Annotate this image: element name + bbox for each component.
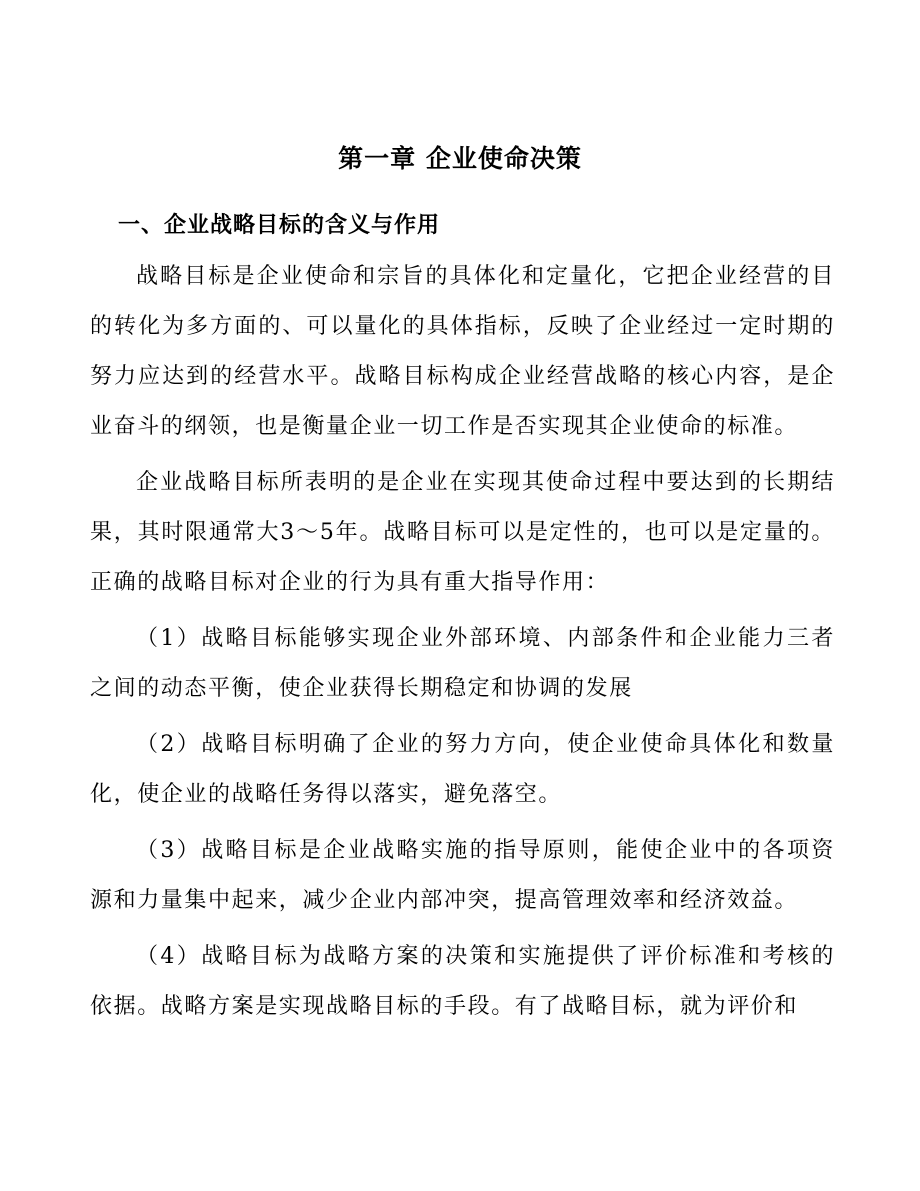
paragraph-point-2: （2）战略目标明确了企业的努力方向，使企业使命具体化和数量化，使企业的战略任务得以落实，避免落空。: [90, 732, 835, 807]
body-text: [90, 252, 835, 1032]
paragraph-definition: 战略目标是企业使命和宗旨的具体化和定量化，它把企业经营的目的转化为多方面的、可以量化的具体指标，反映了企业经过一定时期的努力应达到的经营水平。战略目标构成企业经营战略的核心内容，是企业奋斗的纲领，也是衡量企业一切工作是否实现其企业使命的标准。: [90, 264, 835, 439]
section-heading: 一、企业战略目标的含义与作用: [118, 212, 441, 238]
chapter-title: 第一章 企业使命决策: [338, 144, 582, 173]
paragraph-point-4: （4）战略目标为战略方案的决策和实施提供了评价标准和考核的依据。战略方案是实现战略目标的手段。有了战略目标，就为评价和: [90, 944, 835, 1019]
paragraph-long-term-results: 企业战略目标所表明的是企业在实现其使命过程中要达到的长期结果，其时限通常大3～5年。战略目标可以是定性的，也可以是定量的。正确的战略目标对企业的行为具有重大指导作用：: [90, 470, 835, 595]
paragraph-point-3: （3）战略目标是企业战略实施的指导原则，能使企业中的各项资源和力量集中起来，减少企业内部冲突，提高管理效率和经济效益。: [90, 838, 835, 913]
paragraph-point-1: （1）战略目标能够实现企业外部环境、内部条件和企业能力三者之间的动态平衡，使企业获得长期稳定和协调的发展: [90, 626, 835, 701]
